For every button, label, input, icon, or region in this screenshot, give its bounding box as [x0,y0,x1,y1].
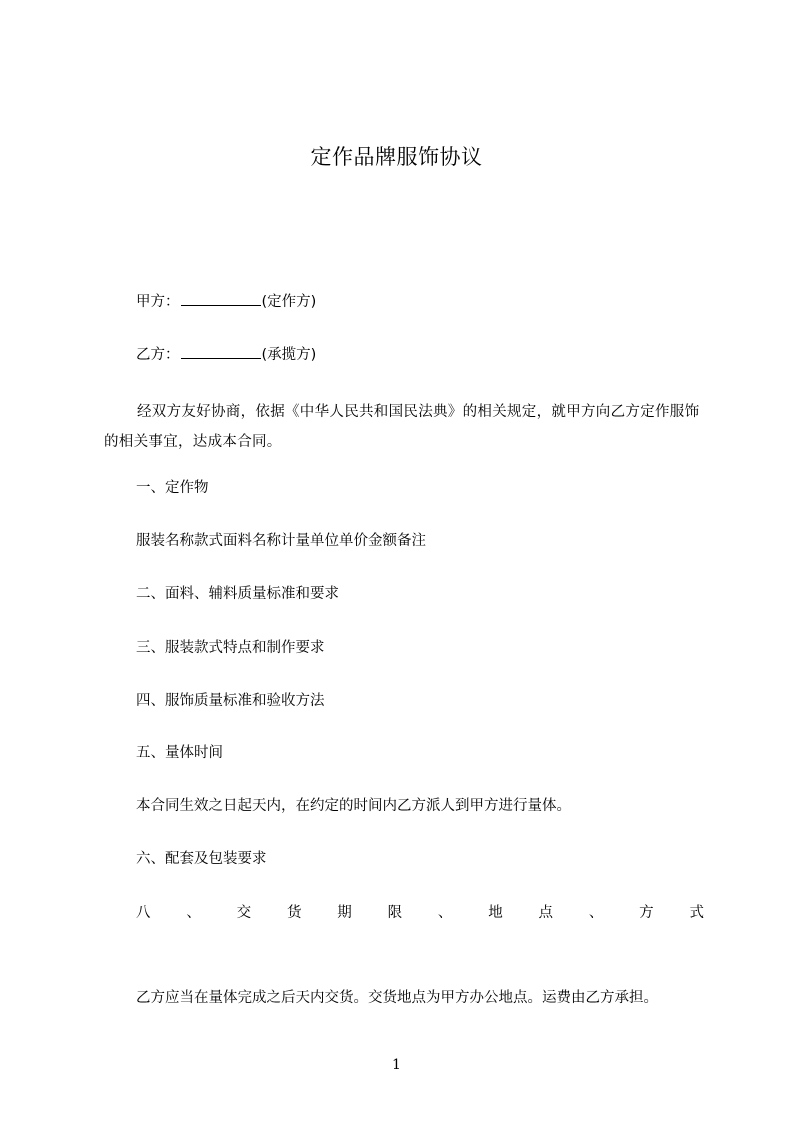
section-8-char: 期 [337,905,352,921]
section-8-char: 地 [488,905,503,921]
section-8-heading [136,903,704,923]
section-1-heading: 一、定作物 [136,480,209,496]
document-title: 定作品牌服饰协议 [310,145,483,169]
section-2-heading: 二、面料、辅料质量标准和要求 [136,586,339,602]
party-a-line [136,291,316,312]
section-8-char: 限 [387,905,403,921]
party-b-blank [181,344,261,359]
section-3-heading: 三、服装款式特点和制作要求 [136,640,325,656]
party-a-label: 甲方： [136,294,180,310]
page-number: 1 [392,1057,401,1073]
section-8-char: 点 [538,905,553,921]
section-8-char: 方 [639,905,654,921]
table-header-text: 服装名称款式面料名称计量单位单价金额备注 [136,533,426,549]
party-b-role: (承揽方) [261,347,317,363]
section-8-char: 交 [236,905,252,921]
section-8-char: 八 [136,905,151,921]
section-5-text: 本合同生效之日起天内，在约定的时间内乙方派人到甲方进行量体。 [136,798,571,814]
section-6-heading: 六、配套及包装要求 [136,851,267,867]
section-8-char: 、 [437,905,453,921]
party-b-line [136,344,316,365]
section-8-char: 、 [588,905,604,921]
section-8-char: 、 [186,905,201,921]
section-8-text: 乙方应当在量体完成之后天内交货。交货地点为甲方办公地点。运费由乙方承担。 [136,990,658,1006]
intro-paragraph: 经双方友好协商，依据《中华人民共和国民法典》的相关规定，就甲方向乙方定作服饰的相关事宜，达成本合同。 [104,404,700,450]
section-5-heading: 五、量体时间 [136,745,223,761]
party-b-label: 乙方： [136,347,180,363]
section-8-char: 货 [286,905,302,921]
section-8-char: 式 [689,905,704,921]
party-a-blank [181,291,261,306]
party-a-role: (定作方) [261,294,317,310]
section-4-heading: 四、服饰质量标准和验收方法 [136,693,325,709]
